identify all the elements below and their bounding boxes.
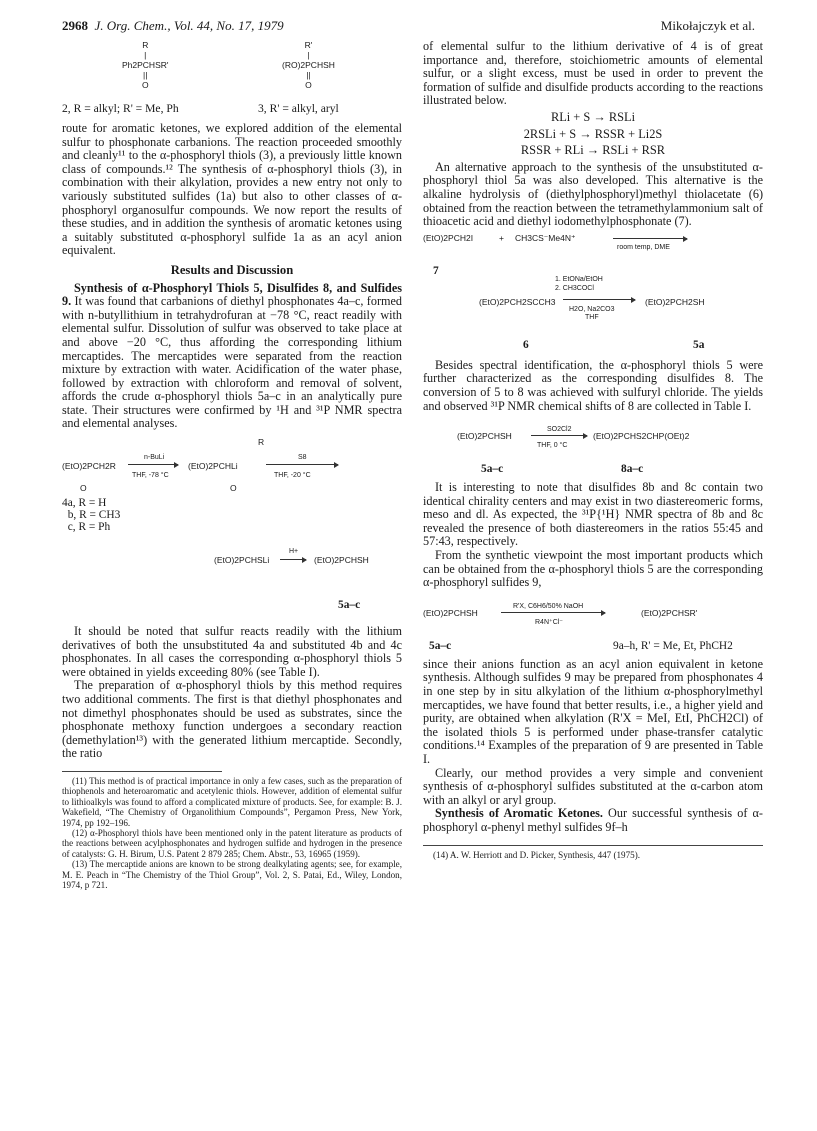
paragraph: The preparation of α-phosphoryl thiols by this method requires two additional comments. The first is that diethyl phosphonates and not dimethyl phosphonates should be used as substrates, since the phosphonate methoxy function undergoes a secondary reaction (demethylation¹³) with the generated lithium mercaptide. Secondly, the ratio	[62, 678, 402, 761]
lithium-intermediate: (EtO)2PCHLi	[188, 461, 238, 472]
thiol-reactant: (EtO)2PCHSH	[457, 431, 512, 442]
scheme-lithiation	[62, 437, 402, 537]
paragraph: From the synthetic viewpoint the most important products which can be obtained from the α-phosphoryl thiols 5 are the corresponding α-phosphoryl sulfides 9,	[423, 548, 763, 590]
thiolacetate-6: (EtO)2PCH2SCCH3	[479, 296, 556, 307]
structure-3: R' | (RO)2PCHSH || O	[282, 40, 335, 90]
hydrolysis-solvent: THF	[585, 313, 599, 321]
scheme-alkylation	[423, 594, 763, 658]
disulfide-product: (EtO)2PCHS2CHP(OEt)2	[593, 431, 690, 442]
step-2: 2. CH3COCl	[555, 284, 594, 292]
condition-1: THF, -78 °C	[132, 472, 169, 480]
equation-2: 2RSLi + S → RSSR + Li2S	[523, 126, 663, 141]
paragraph: route for aromatic ketones, we explored addition of the elemental sulfur to phosphonate carbanions. The reaction proceeded smoothly and cleanly¹¹ to the α-phosphoryl thiols (3), a previously little known class of compounds.¹² The synthesis of α-phosphoryl thiols (3), in combination with their alkylation, provides a new entry not only to variously substituted sulfides (1a) but also to other classes of α-phosphoryl organosulfur compounds. We now report the results of these studies, and in addition the synthesis of aromatic ketones using a suitably substituted α-phosphoryl sulfide 1a as an acyl anion equivalent.	[62, 121, 402, 258]
reagent-alkyl-halide: R'X, C6H6/50% NaOH	[513, 602, 584, 610]
compound-label-5: 5a–c	[429, 639, 452, 652]
oxygen-label: O	[230, 483, 237, 494]
footnotes	[423, 850, 763, 860]
footnote-13: (13) The mercaptide anions are known to be strong dealkylating agents; see, for example, M. E. Peach in “The Chemistry of the Thiol Group”, Vol. 2, S. Patai, Ed., Wiley, London, 1974, p 721.	[62, 859, 402, 891]
reaction-arrow	[613, 238, 687, 239]
caption-3: 3, R' = alkyl, aryl	[258, 102, 339, 115]
left-column	[62, 40, 402, 890]
reaction-arrow	[563, 299, 635, 300]
structures-2-3	[62, 40, 402, 148]
compound-label-8: 8a–c	[621, 463, 644, 476]
footnotes	[62, 776, 402, 890]
reactant-7: (EtO)2PCH2I	[423, 232, 474, 243]
scheme-acidification	[62, 537, 402, 625]
paragraph-text: Our successful synthesis of α-phosphoryl α-phenyl methyl sulfides 9f–h	[423, 806, 763, 834]
condition-thf: THF, 0 °C	[537, 442, 568, 450]
compound-label-5: 5a–c	[338, 599, 361, 612]
catalyst-ptc: R4N⁺Cl⁻	[535, 618, 564, 626]
paragraph-text: It was found that carbanions of diethyl phosphonates 4a–c, formed with n-butyllithium in tetrahydrofuran at −78 °C, react readily with elemental sulfur. Dissolution of sulfur was observed to take place at and above −20 °C, thus affording the corresponding lithium mercaptides. The mercaptides were separated from the reaction mixture by extraction with water. Acidification of the water phase, followed by extraction with chloroform and removal of solvent, affords the crude α-phosphoryl thiols 5a–c in an analytically pure state. Their structures were confirmed by ¹H and ³¹P NMR spectra and elemental analyses.	[62, 294, 402, 431]
author-header: Mikołajczyk et al.	[660, 18, 755, 33]
thiol-reactant: (EtO)2PCHSH	[423, 607, 478, 618]
paragraph	[62, 282, 402, 432]
reaction-arrow	[501, 612, 605, 613]
equation-3: RSSR + RLi → RSLi + RSR	[520, 143, 666, 158]
reaction-arrow	[531, 435, 587, 436]
paragraph: It is interesting to note that disulfides 8b and 8c contain two identical chirality centers and may exist in two diastereomeric forms, meso and dl. As expected, the ³¹P{¹H} NMR spectra of 8b and 8c revealed the presence of both diastereomers in the ratios 55:45 and 57:43, respectively.	[423, 480, 763, 549]
journal-citation: J. Org. Chem., Vol. 44, No. 17, 1979	[94, 18, 284, 33]
structure-2: R | Ph2PCHSR' || O	[122, 40, 169, 90]
compound-label-9: 9a–h, R' = Me, Et, PhCH2	[613, 639, 733, 652]
paragraph: Clearly, our method provides a very simple and convenient synthesis of α-phosphoryl sulfides substituted at the α-carbon atom with an alkyl or aryl group.	[423, 765, 763, 807]
step-1: 1. EtONa/EtOH	[555, 275, 603, 283]
hydrolysis-reagent: H2O, Na2CO3	[569, 305, 615, 313]
reagent-nbuli: n-BuLi	[144, 454, 165, 462]
compound-label-5: 5a–c	[481, 463, 504, 476]
compound-label-5a: 5a	[693, 338, 705, 351]
reaction-arrow	[280, 559, 306, 560]
paragraph: since their anions function as an acyl anion equivalent in ketone synthesis. Although sulfides 9 may be prepared from phosphonates 4 in one step by in situ alkylation of the lithium α-phosphorylmethyl mercaptides, we have found that better results, i.e., a higher yield and purity, are obtained when alkylation (R'X = MeI, EtI, PhCH2Cl) of the isolated thiols 5 is performed under phase-transfer catalytic conditions.¹⁴ Examples of the preparation of 9 are presented in Table I.	[423, 656, 763, 766]
equation-1: RLi + S → RSLi	[550, 109, 636, 124]
footnote-11: (11) This method is of practical importance in only a few cases, such as the preparation of thiophenols and heteroaromatic and acetylenic thiols. However, addition of elemental sulfur to lithioalkyls was found to afford a complicated mixture of products. See, for example: B. J. Wakefield, “The Chemistry of Organolithium Compounds”, Pergamon Press, New York, 1974, pp 192–196.	[62, 776, 402, 828]
section-title: Results and Discussion	[170, 262, 294, 277]
paragraph	[423, 807, 763, 834]
paragraph: of elemental sulfur to the lithium derivative of 4 is of great importance and, therefore, stoichiometric amounts of elemental sulfur, or a slight excess, must be used in order to prevent the formation of sulfide and disulfide products according to the reactions illustrated below.	[423, 39, 763, 108]
footnote-divider	[423, 845, 763, 846]
subsection-heading: Synthesis of α-Phosphoryl Thiols 5, Disulfides 8, and Sulfides 9.	[62, 280, 402, 309]
paragraph: An alternative approach to the synthesis of the unsubstituted α-phosphoryl thiol 5a was also developed. This alternative is the alkaline hydrolysis of (diethylphosphoryl)methyl thiolacetate (6) obtained from the reaction between the tetramethylammonium salt of thioacetic acid and diethyl iodomethylphosphonate (7).	[423, 159, 763, 229]
r-substituent: R	[258, 437, 265, 448]
scheme-disulfide	[423, 417, 763, 481]
header-left	[62, 18, 284, 34]
plus-sign: +	[499, 232, 504, 243]
sulfide-product: (EtO)2PCHSR'	[641, 607, 698, 618]
reaction-arrow	[128, 464, 178, 465]
compound-label-6: 6	[523, 338, 529, 351]
page-number: 2968	[62, 18, 88, 33]
reagent-so2cl2: SO2Cl2	[547, 426, 572, 434]
oxygen-label: O	[80, 483, 87, 494]
footnote-14: (14) A. W. Herriott and D. Picker, Synthesis, 447 (1975).	[433, 849, 641, 860]
reactant-4: (EtO)2PCH2R	[62, 461, 116, 472]
condition-2: THF, -20 °C	[274, 472, 311, 480]
reagent-h-plus: H+	[289, 548, 299, 556]
thiol-5a: (EtO)2PCH2SH	[645, 296, 705, 307]
right-column	[423, 40, 763, 860]
paragraph: It should be noted that sulfur reacts readily with the lithium derivatives of both the unsubstituted 4a and substituted 4b and 4c phosphonates. In all cases the corresponding α-phosphoryl thiols 5 were obtained in yields exceeding 80% (see Table I).	[62, 624, 402, 679]
subsection-heading: Synthesis of Aromatic Ketones.	[435, 806, 603, 821]
thioacetate-salt: CH3CS⁻Me4N⁺	[515, 232, 576, 243]
scheme-thiolacetate	[423, 233, 763, 359]
lithium-thiolate: (EtO)2PCHSLi	[214, 555, 270, 566]
footnote-divider	[62, 771, 222, 772]
compound-label-7: 7	[433, 264, 439, 277]
condition-rt: room temp, DME	[617, 243, 670, 251]
compound-4-labels: 4a, R = H b, R = CH3 c, R = Ph	[62, 497, 121, 534]
paragraph: Besides spectral identification, the α-phosphoryl thiols 5 were further characterized as the corresponding disulfides 8. The conversion of 5 to 8 was achieved with sulfuryl chloride. The yields and observed ³¹P NMR chemical shifts of 8 are collected in Table I.	[423, 357, 763, 413]
reagent-sulfur: S8	[298, 454, 307, 462]
footnote-12: (12) α-Phosphoryl thiols have been mentioned only in the patent literature as products of the reactions between acylphosphonates and hydrogen sulfide and hydrogen in the presence of catalysts: G. H. Birum, U.S. Patent 2 879 285; Chem. Abstr., 53, 16965 (1959).	[62, 828, 402, 859]
caption-2: 2, R = alkyl; R' = Me, Ph	[62, 102, 179, 115]
thiol-5: (EtO)2PCHSH	[314, 555, 369, 566]
running-header	[62, 18, 755, 38]
reaction-arrow	[266, 464, 338, 465]
